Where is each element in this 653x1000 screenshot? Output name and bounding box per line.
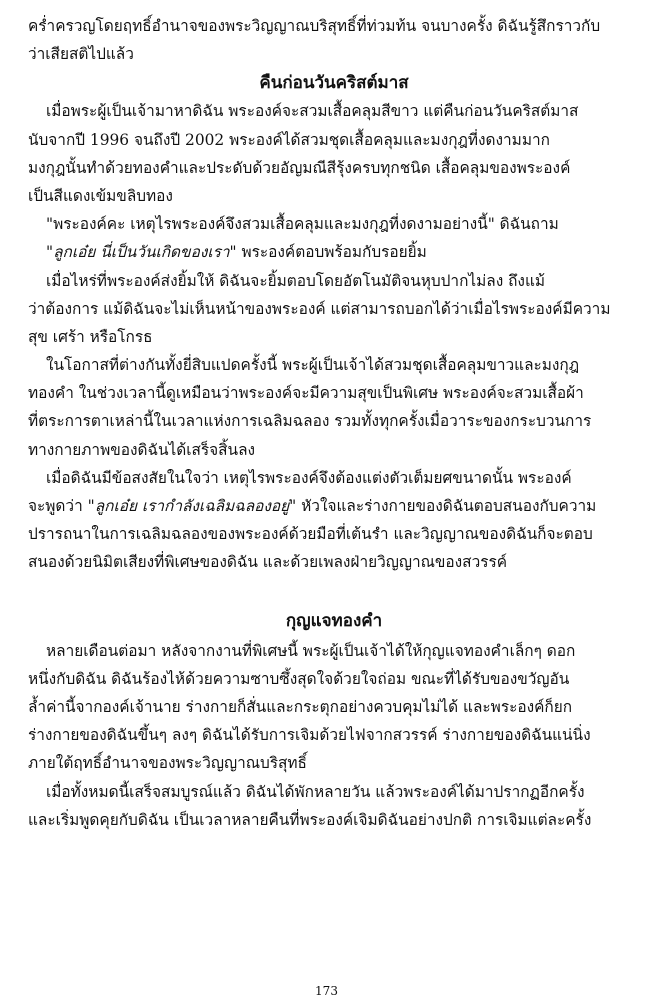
text-line: นับจากปี 1996 จนถึงปี 2002 พระองค์ได้สวมชุดเสื้อคลุมและมงกุฎที่งดงามมาก (28, 130, 550, 149)
text-line: ปรารถนาในการเฉลิมฉลองของพระองค์ด้วยมือที่เต้นรำ และวิญญาณของดิฉันก็จะตอบ (28, 525, 593, 544)
text-line: และเริ่มพูดคุยกับดิฉัน เป็นเวลาหลายคืนที่พระองค์เจิมดิฉันอย่างปกติ การเจิมแต่ละครั้ง (28, 810, 592, 829)
line-segment: จะพูดว่า (28, 497, 88, 515)
text-line: เป็นสีแดงเข้มขลิบทอง (28, 186, 173, 205)
text-line: สนองด้วยนิมิตเสียงที่พิเศษของดิฉัน และด้วยเพลงฝ่ายวิญญาณของสวรรค์ (28, 553, 508, 572)
page-content (28, 12, 640, 834)
text-line: ที่ตระการตาเหล่านี้ในเวลาแห่งการเฉลิมฉลอง รวมทั้งทุกครั้งเมื่อวาระของกระบวนการ (28, 412, 592, 431)
text-line: ว่าเสียสติไปแล้ว (28, 45, 134, 64)
text-line: ล้ำค่านี้จากองค์เจ้านาย ร่างกายก็สั่นและกระตุกอย่างควบคุมไม่ได้ และพระองค์ก็ยก (28, 697, 573, 716)
text-line: ในโอกาสที่ต่างกันทั้งยี่สิบแปดครั้งนี้ พระผู้เป็นเจ้าได้สวมชุดเสื้อคลุมขาวและมงกุฎ (46, 356, 580, 375)
dialogue-answer (28, 238, 640, 266)
text-line: ว่าต้องการ แม้ดิฉันจะไม่เห็นหน้าของพระองค์ แต่สามารถบอกได้ว่าเมื่อไรพระองค์มีความ (28, 299, 611, 318)
dialogue-narration: พระองค์ตอบพร้อมกับรอยยิ้ม (236, 243, 427, 262)
text-line: เมื่อดิฉันมีข้อสงสัยในใจว่า เหตุไรพระองค์จึงต้องแต่งตัวเต็มยศขนาดนั้น พระองค์ (46, 468, 572, 487)
text-line: เมื่อไหร่ที่พระองค์ส่งยิ้มให้ ดิฉันจะยิ้มตอบโดยอัตโนมัติจนหุบปากไม่ลง ถึงแม้ (46, 271, 546, 290)
text-line: ร่างกายของดิฉันขึ้นๆ ลงๆ ดิฉันได้รับการเจิมด้วยไฟจากสวรรค์ ร่างกายของดิฉันแน่นิ่ง (28, 726, 591, 745)
text-line: หนึ่งกับดิฉัน ดิฉันร้องไห้ด้วยความซาบซึ้งสุดใจด้วยใจถ่อม ขณะที่ได้รับของขวัญอัน (28, 669, 570, 688)
text-line: เมื่อพระผู้เป็นเจ้ามาหาดิฉัน พระองค์จะสวมเสื้อคลุมสีขาว แต่คืนก่อนวันคริสต์มาส (46, 102, 579, 121)
text-line: หลายเดือนต่อมา หลังจากงานที่พิเศษนี้ พระผู้เป็นเจ้าได้ให้กุญแจทองคำเล็กๆ ดอก (46, 641, 576, 660)
page-number: 173 (315, 984, 338, 998)
text-line (28, 492, 640, 520)
text-line: เมื่อทั้งหมดนี้เสร็จสมบูรณ์แล้ว ดิฉันได้พักหลายวัน แล้วพระองค์ได้มาปรากฏอีกครั้ง (46, 782, 585, 801)
dialogue-question: "พระองค์คะ เหตุไรพระองค์จึงสวมเสื้อคลุมและมงกุฎที่งดงามอย่างนี้" ดิฉันถาม (46, 215, 559, 234)
quoted-speech: "ลูกเอ๋ย นี่เป็นวันเกิดของเรา" (46, 243, 237, 262)
section-heading-golden-key: กุญแจทองคำ (285, 610, 383, 631)
text-line: มงกุฎนั้นทำด้วยทองคำและประดับด้วยอัญมณีสีรุ้งครบทุกชนิด เสื้อคลุมของพระองค์ (28, 158, 571, 177)
text-line: ทางกายภาพของดิฉันได้เสร็จสิ้นลง (28, 440, 256, 459)
text-line: คร่ำครวญโดยฤทธิ์อำนาจของพระวิญญาณบริสุทธิ์ที่ท่วมท้น จนบางครั้ง ดิฉันรู้สึกราวกับ (28, 17, 601, 35)
text-line: สุข เศร้า หรือโกรธ (28, 327, 153, 346)
text-line: ทองคำ ในช่วงเวลานี้ดูเหมือนว่าพระองค์จะมีความสุขเป็นพิเศษ พระองค์จะสวมเสื้อผ้า (28, 384, 584, 403)
line-segment: หัวใจและร่างกายของดิฉันตอบสนองกับความ (296, 497, 597, 515)
quoted-speech: "ลูกเอ๋ย เรากำลังเฉลิมฉลองอยู่" (87, 497, 297, 515)
section-heading-christmas-eve: คืนก่อนวันคริสต์มาส (259, 73, 409, 94)
text-line: ภายใต้ฤทธิ์อำนาจของพระวิญญาณบริสุทธิ์ (28, 754, 307, 773)
